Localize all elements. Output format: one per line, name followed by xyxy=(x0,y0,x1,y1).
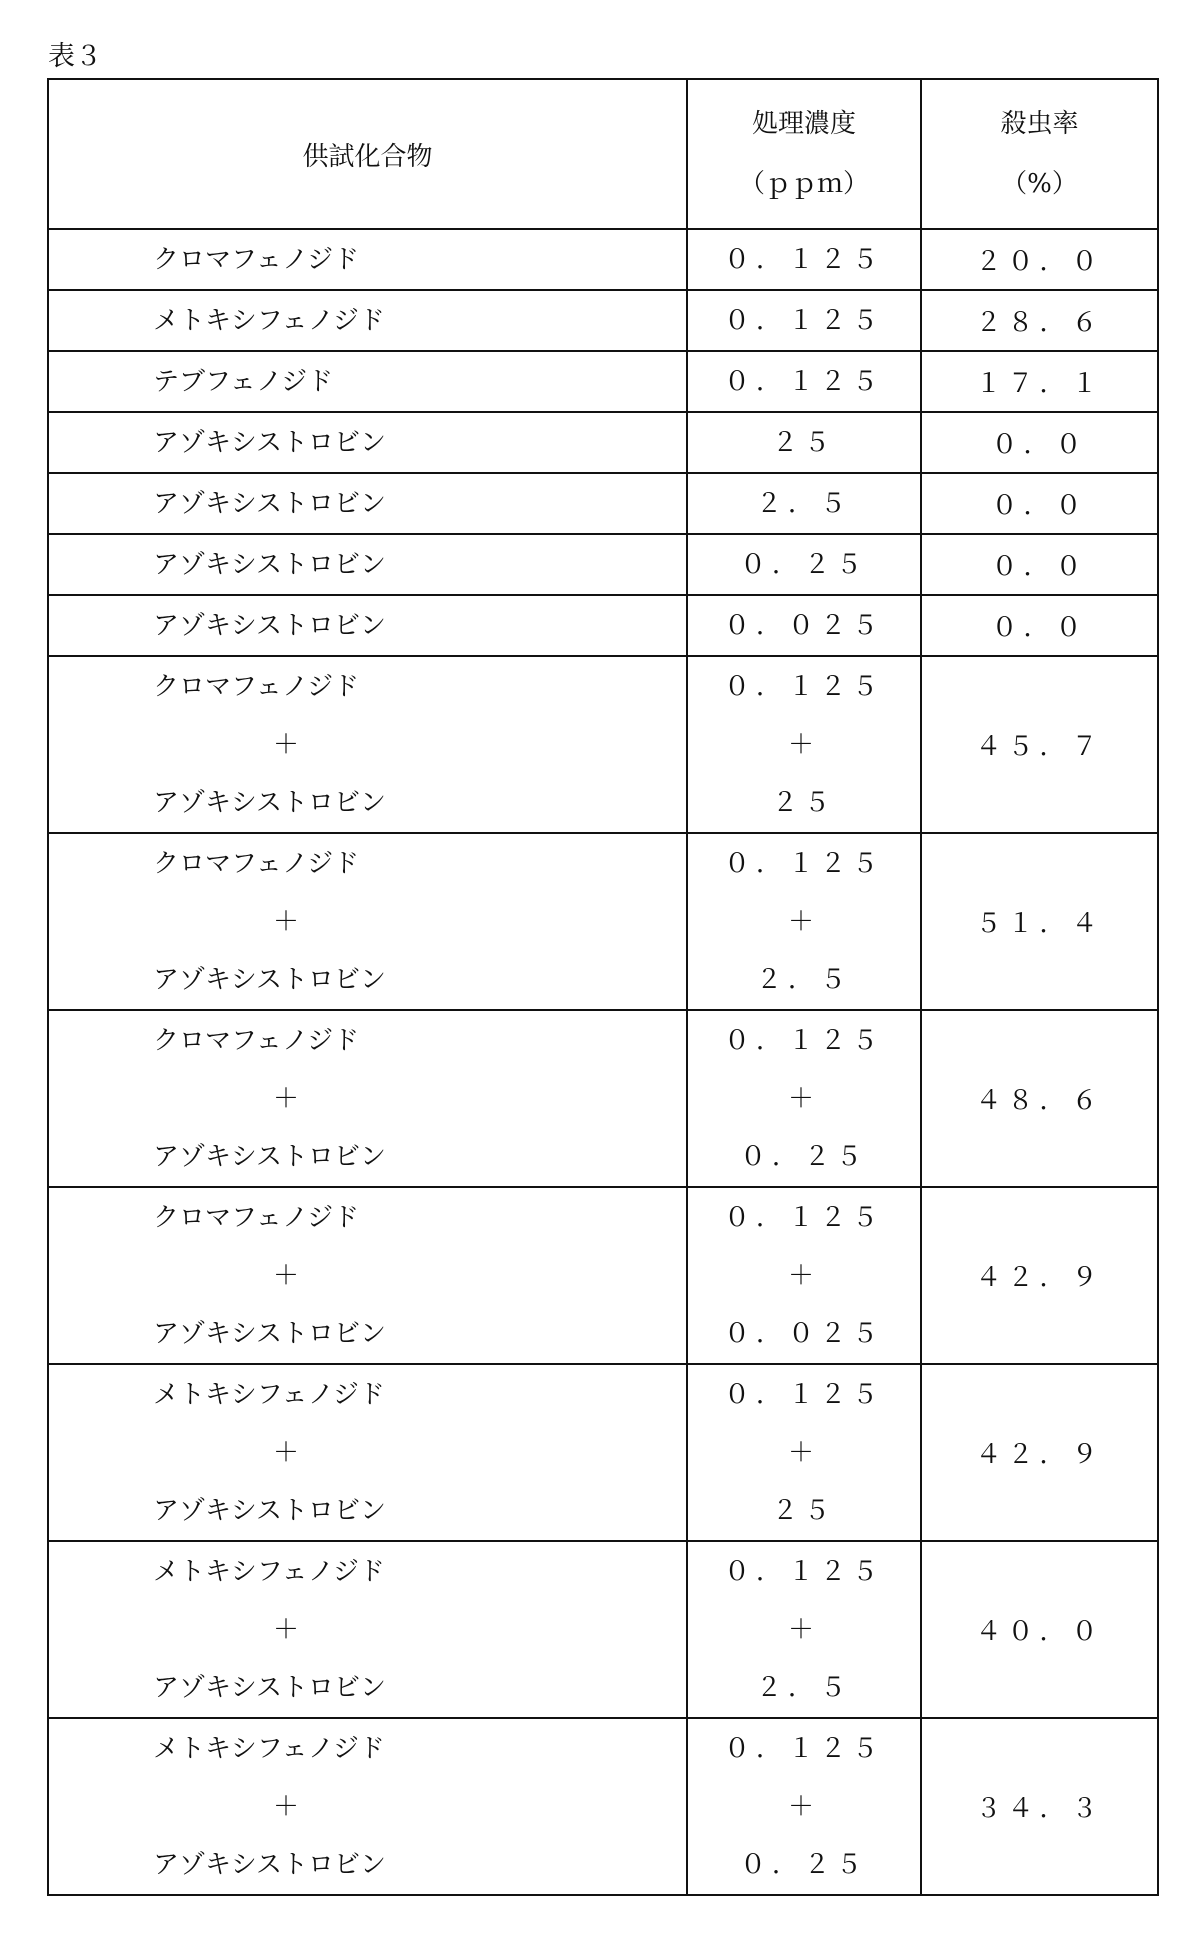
header-mortality-label: 殺虫率 xyxy=(922,94,1157,154)
mortality-cell xyxy=(921,351,1158,412)
concentration-cell xyxy=(687,1187,921,1364)
concentration-value: ０．０２５ xyxy=(688,597,920,655)
plus-sign: ＋ xyxy=(688,1601,920,1659)
concentration-value: ０．１２５ xyxy=(688,353,920,411)
mortality-value: ５１．４ xyxy=(975,909,1103,939)
concentration-cell xyxy=(687,833,921,1010)
mortality-cell xyxy=(921,534,1158,595)
compound-name: アゾキシストロビン xyxy=(153,414,686,472)
compound-name: メトキシフェノジド xyxy=(153,292,686,350)
concentration-value: ０．１２５ xyxy=(688,658,920,716)
mortality-cell xyxy=(921,473,1158,534)
compound-cell xyxy=(48,1718,687,1895)
plus-sign: ＋ xyxy=(153,1070,686,1128)
table-row xyxy=(48,534,1158,595)
concentration-value: ０．１２５ xyxy=(688,292,920,350)
compound-name: アゾキシストロビン xyxy=(153,1659,686,1717)
table-title: 表３ xyxy=(48,34,102,73)
mortality-cell xyxy=(921,595,1158,656)
mortality-value: ４２．９ xyxy=(975,1440,1103,1470)
compound-cell xyxy=(48,656,687,833)
compound-name: アゾキシストロビン xyxy=(153,1836,686,1894)
concentration-value: ２．５ xyxy=(688,1659,920,1717)
mortality-value: ３４．３ xyxy=(975,1794,1103,1824)
plus-sign: ＋ xyxy=(153,1424,686,1482)
table-row xyxy=(48,412,1158,473)
table-row xyxy=(48,1718,1158,1895)
table-row xyxy=(48,290,1158,351)
concentration-cell xyxy=(687,1718,921,1895)
compound-cell xyxy=(48,534,687,595)
table-row xyxy=(48,1364,1158,1541)
concentration-cell xyxy=(687,229,921,290)
compound-name: クロマフェノジド xyxy=(153,658,686,716)
compound-cell xyxy=(48,1010,687,1187)
compound-name: クロマフェノジド xyxy=(153,835,686,893)
concentration-value: ０．１２５ xyxy=(688,1543,920,1601)
mortality-cell xyxy=(921,1187,1158,1364)
compound-name: アゾキシストロビン xyxy=(153,475,686,533)
compound-name: アゾキシストロビン xyxy=(153,1128,686,1186)
table-row xyxy=(48,1187,1158,1364)
compound-name: アゾキシストロビン xyxy=(153,1482,686,1540)
table-row xyxy=(48,1541,1158,1718)
concentration-value: ０．１２５ xyxy=(688,1189,920,1247)
concentration-cell xyxy=(687,595,921,656)
plus-sign: ＋ xyxy=(688,716,920,774)
compound-cell xyxy=(48,595,687,656)
compound-name: アゾキシストロビン xyxy=(153,1305,686,1363)
header-concentration-unit: （ｐｐｍ） xyxy=(688,154,920,214)
mortality-cell xyxy=(921,290,1158,351)
concentration-cell xyxy=(687,1010,921,1187)
plus-sign: ＋ xyxy=(688,1778,920,1836)
compound-cell xyxy=(48,833,687,1010)
compound-cell xyxy=(48,229,687,290)
compound-name: クロマフェノジド xyxy=(153,231,686,289)
mortality-value: ２８．６ xyxy=(975,308,1103,338)
compound-name: テブフェノジド xyxy=(153,353,686,411)
compound-name: アゾキシストロビン xyxy=(153,597,686,655)
mortality-cell xyxy=(921,1364,1158,1541)
mortality-cell xyxy=(921,229,1158,290)
mortality-value: ０．０ xyxy=(991,613,1087,643)
table-row xyxy=(48,833,1158,1010)
concentration-cell xyxy=(687,412,921,473)
concentration-cell xyxy=(687,290,921,351)
mortality-cell xyxy=(921,1541,1158,1718)
table-row xyxy=(48,473,1158,534)
concentration-value: ２．５ xyxy=(688,951,920,1009)
concentration-cell xyxy=(687,473,921,534)
mortality-cell xyxy=(921,833,1158,1010)
plus-sign: ＋ xyxy=(688,1070,920,1128)
mortality-value: ０．０ xyxy=(991,552,1087,582)
concentration-value: ０．１２５ xyxy=(688,1720,920,1778)
plus-sign: ＋ xyxy=(153,1601,686,1659)
compound-name: アゾキシストロビン xyxy=(153,536,686,594)
plus-sign: ＋ xyxy=(688,1247,920,1305)
mortality-value: ０．０ xyxy=(991,430,1087,460)
header-row xyxy=(48,79,1158,229)
compound-name: メトキシフェノジド xyxy=(153,1543,686,1601)
mortality-cell xyxy=(921,412,1158,473)
compound-name: アゾキシストロビン xyxy=(153,774,686,832)
plus-sign: ＋ xyxy=(153,893,686,951)
table-body xyxy=(48,229,1158,1895)
table-row xyxy=(48,351,1158,412)
compound-cell xyxy=(48,473,687,534)
compound-name: メトキシフェノジド xyxy=(153,1366,686,1424)
mortality-value: ４８．６ xyxy=(975,1086,1103,1116)
compound-cell xyxy=(48,1541,687,1718)
compound-name: アゾキシストロビン xyxy=(153,951,686,1009)
header-mortality-unit: （%） xyxy=(922,154,1157,214)
concentration-value: ２５ xyxy=(688,1482,920,1540)
mortality-value: １７．１ xyxy=(975,369,1103,399)
compound-cell xyxy=(48,1187,687,1364)
compound-name: クロマフェノジド xyxy=(153,1012,686,1070)
compound-name: メトキシフェノジド xyxy=(153,1720,686,1778)
concentration-cell xyxy=(687,1541,921,1718)
header-compound xyxy=(48,79,687,229)
concentration-value: ０．２５ xyxy=(688,1128,920,1186)
plus-sign: ＋ xyxy=(153,1247,686,1305)
concentration-cell xyxy=(687,1364,921,1541)
mortality-cell xyxy=(921,1718,1158,1895)
plus-sign: ＋ xyxy=(688,893,920,951)
concentration-value: ０．１２５ xyxy=(688,1012,920,1070)
concentration-value: ０．０２５ xyxy=(688,1305,920,1363)
header-concentration-label: 処理濃度 xyxy=(688,94,920,154)
mortality-value: ０．０ xyxy=(991,491,1087,521)
compound-cell xyxy=(48,412,687,473)
plus-sign: ＋ xyxy=(688,1424,920,1482)
table-row xyxy=(48,656,1158,833)
concentration-value: ０．１２５ xyxy=(688,231,920,289)
concentration-value: ２５ xyxy=(688,774,920,832)
header-compound-label: 供試化合物 xyxy=(302,142,432,172)
compound-name: クロマフェノジド xyxy=(153,1189,686,1247)
header-mortality xyxy=(921,79,1158,229)
results-table xyxy=(47,78,1159,1896)
concentration-value: ２５ xyxy=(688,414,920,472)
mortality-value: ４０．０ xyxy=(975,1617,1103,1647)
compound-cell xyxy=(48,1364,687,1541)
table-row xyxy=(48,1010,1158,1187)
concentration-value: ２．５ xyxy=(688,475,920,533)
concentration-value: ０．２５ xyxy=(688,1836,920,1894)
plus-sign: ＋ xyxy=(153,716,686,774)
mortality-value: ４２．９ xyxy=(975,1263,1103,1293)
plus-sign: ＋ xyxy=(153,1778,686,1836)
concentration-cell xyxy=(687,351,921,412)
concentration-value: ０．１２５ xyxy=(688,835,920,893)
concentration-cell xyxy=(687,534,921,595)
table-row xyxy=(48,229,1158,290)
compound-cell xyxy=(48,351,687,412)
mortality-cell xyxy=(921,1010,1158,1187)
concentration-cell xyxy=(687,656,921,833)
concentration-value: ０．２５ xyxy=(688,536,920,594)
header-concentration xyxy=(687,79,921,229)
table-row xyxy=(48,595,1158,656)
concentration-value: ０．１２５ xyxy=(688,1366,920,1424)
mortality-cell xyxy=(921,656,1158,833)
mortality-value: ２０．０ xyxy=(975,247,1103,277)
compound-cell xyxy=(48,290,687,351)
mortality-value: ４５．７ xyxy=(975,732,1103,762)
